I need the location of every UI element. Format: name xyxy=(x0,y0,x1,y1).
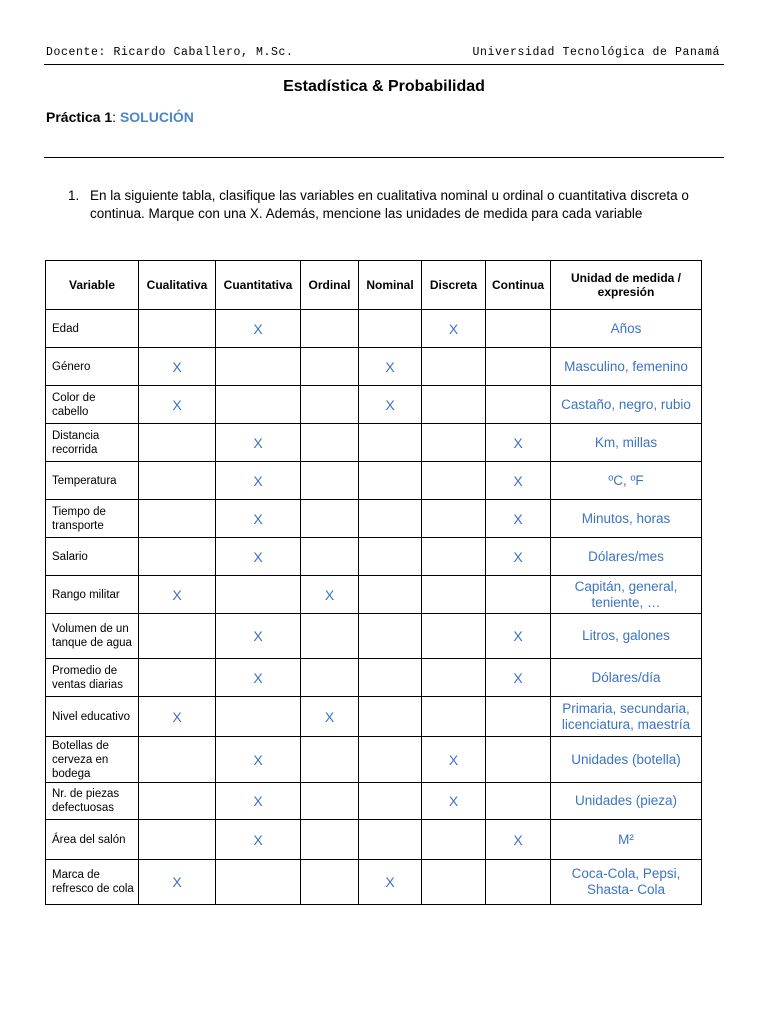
unit-cell: Km, millas xyxy=(551,424,702,462)
mark-cell xyxy=(301,614,359,659)
variable-cell: Edad xyxy=(46,310,139,348)
mark-cell xyxy=(486,576,551,614)
table-row xyxy=(46,820,702,860)
variable-cell: Nivel educativo xyxy=(46,697,139,737)
header-university: Universidad Tecnológica de Panamá xyxy=(472,46,720,59)
mark-cell xyxy=(359,737,422,783)
mark-cell xyxy=(422,386,486,424)
table-header-row xyxy=(46,261,702,310)
unit-cell: M² xyxy=(551,820,702,860)
column-header: Unidad de medida / expresión xyxy=(551,261,702,310)
mark-cell: X xyxy=(216,820,301,860)
variable-cell: Distancia recorrida xyxy=(46,424,139,462)
mark-cell xyxy=(422,697,486,737)
mark-cell xyxy=(486,386,551,424)
mark-cell xyxy=(301,737,359,783)
mark-cell xyxy=(422,538,486,576)
unit-cell: Litros, galones xyxy=(551,614,702,659)
variable-cell: Rango militar xyxy=(46,576,139,614)
unit-cell: Años xyxy=(551,310,702,348)
table-row xyxy=(46,538,702,576)
mark-cell xyxy=(422,614,486,659)
mark-cell: X xyxy=(359,386,422,424)
mark-cell xyxy=(301,310,359,348)
document-title: Estadística & Probabilidad xyxy=(283,78,485,95)
variable-cell: Promedio de ventas diarias xyxy=(46,659,139,697)
mark-cell: X xyxy=(422,783,486,820)
unit-cell: Castaño, negro, rubio xyxy=(551,386,702,424)
mark-cell xyxy=(486,737,551,783)
column-header: Nominal xyxy=(359,261,422,310)
practice-status: SOLUCIÓN xyxy=(119,109,194,125)
mark-cell: X xyxy=(216,783,301,820)
mark-cell xyxy=(359,310,422,348)
mark-cell xyxy=(301,783,359,820)
mark-cell xyxy=(301,424,359,462)
variable-cell: Marca de refresco de cola xyxy=(46,860,139,905)
variable-cell: Tiempo de transporte xyxy=(46,500,139,538)
practice-heading xyxy=(46,109,194,125)
mark-cell xyxy=(422,348,486,386)
table-row xyxy=(46,576,702,614)
mark-cell xyxy=(486,860,551,905)
mark-cell: X xyxy=(486,820,551,860)
table-row xyxy=(46,783,702,820)
mark-cell xyxy=(359,576,422,614)
mark-cell xyxy=(359,462,422,500)
mark-cell xyxy=(139,538,216,576)
variable-cell: Género xyxy=(46,348,139,386)
mark-cell: X xyxy=(486,462,551,500)
unit-cell: Capitán, general, teniente, … xyxy=(551,576,702,614)
table-row xyxy=(46,310,702,348)
mark-cell xyxy=(359,424,422,462)
table-row xyxy=(46,697,702,737)
mark-cell: X xyxy=(486,614,551,659)
mark-cell xyxy=(359,659,422,697)
mark-cell xyxy=(422,462,486,500)
mark-cell xyxy=(301,820,359,860)
mark-cell xyxy=(422,820,486,860)
mark-cell: X xyxy=(139,860,216,905)
mark-cell: X xyxy=(216,737,301,783)
mark-cell xyxy=(359,614,422,659)
section-divider xyxy=(44,157,724,158)
mark-cell: X xyxy=(216,614,301,659)
table-body xyxy=(46,310,702,905)
mark-cell xyxy=(216,860,301,905)
mark-cell: X xyxy=(486,538,551,576)
mark-cell: X xyxy=(486,659,551,697)
mark-cell xyxy=(139,424,216,462)
variable-cell: Nr. de piezas defectuosas xyxy=(46,783,139,820)
variable-cell: Color de cabello xyxy=(46,386,139,424)
mark-cell xyxy=(486,783,551,820)
mark-cell xyxy=(422,500,486,538)
mark-cell xyxy=(359,538,422,576)
header-instructor: Docente: Ricardo Caballero, M.Sc. xyxy=(46,46,294,59)
unit-cell: Dólares/mes xyxy=(551,538,702,576)
mark-cell: X xyxy=(216,424,301,462)
mark-cell: X xyxy=(139,348,216,386)
column-header: Variable xyxy=(46,261,139,310)
mark-cell xyxy=(139,614,216,659)
column-header: Discreta xyxy=(422,261,486,310)
unit-cell: Dólares/día xyxy=(551,659,702,697)
unit-cell: Minutos, horas xyxy=(551,500,702,538)
mark-cell xyxy=(139,820,216,860)
mark-cell: X xyxy=(359,860,422,905)
column-header: Cuantitativa xyxy=(216,261,301,310)
mark-cell xyxy=(216,386,301,424)
mark-cell xyxy=(422,424,486,462)
variable-cell: Salario xyxy=(46,538,139,576)
mark-cell xyxy=(216,348,301,386)
mark-cell xyxy=(139,737,216,783)
table-row xyxy=(46,500,702,538)
mark-cell xyxy=(422,860,486,905)
mark-cell xyxy=(301,659,359,697)
mark-cell: X xyxy=(216,500,301,538)
mark-cell: X xyxy=(216,462,301,500)
table-row xyxy=(46,860,702,905)
variable-cell: Temperatura xyxy=(46,462,139,500)
table-row xyxy=(46,462,702,500)
mark-cell xyxy=(139,310,216,348)
variables-table xyxy=(45,260,702,905)
mark-cell: X xyxy=(139,697,216,737)
mark-cell: X xyxy=(422,310,486,348)
document-header xyxy=(44,46,724,65)
unit-cell: Unidades (pieza) xyxy=(551,783,702,820)
mark-cell: X xyxy=(486,424,551,462)
mark-cell xyxy=(486,348,551,386)
column-header: Cualitativa xyxy=(139,261,216,310)
mark-cell xyxy=(359,697,422,737)
mark-cell xyxy=(301,538,359,576)
mark-cell xyxy=(301,462,359,500)
mark-cell: X xyxy=(216,310,301,348)
mark-cell: X xyxy=(216,659,301,697)
variable-cell: Botellas de cerveza en bodega xyxy=(46,737,139,783)
mark-cell xyxy=(139,462,216,500)
mark-cell xyxy=(301,348,359,386)
mark-cell xyxy=(486,310,551,348)
variable-cell: Área del salón xyxy=(46,820,139,860)
mark-cell xyxy=(359,500,422,538)
mark-cell: X xyxy=(139,386,216,424)
unit-cell: Masculino, femenino xyxy=(551,348,702,386)
column-header: Continua xyxy=(486,261,551,310)
instruction-text: En la siguiente tabla, clasifique las variables en cualitativa nominal u ordinal o cuantitativa discreta o continua. Marque con una X. Además, mencione las unidades de medida para cada variable xyxy=(90,188,689,221)
variable-cell: Volumen de un tanque de agua xyxy=(46,614,139,659)
mark-cell xyxy=(301,386,359,424)
mark-cell xyxy=(486,697,551,737)
practice-colon: : xyxy=(112,109,120,125)
mark-cell xyxy=(359,783,422,820)
mark-cell xyxy=(139,500,216,538)
mark-cell xyxy=(301,500,359,538)
mark-cell xyxy=(301,860,359,905)
unit-cell: Unidades (botella) xyxy=(551,737,702,783)
mark-cell: X xyxy=(359,348,422,386)
table-row xyxy=(46,737,702,783)
mark-cell xyxy=(216,697,301,737)
mark-cell xyxy=(422,576,486,614)
unit-cell: Primaria, secundaria, licenciatura, maestría xyxy=(551,697,702,737)
instruction-item xyxy=(68,187,718,223)
table-row xyxy=(46,386,702,424)
mark-cell xyxy=(359,820,422,860)
mark-cell xyxy=(139,783,216,820)
unit-cell: Coca-Cola, Pepsi, Shasta- Cola xyxy=(551,860,702,905)
mark-cell xyxy=(139,659,216,697)
table-row xyxy=(46,614,702,659)
unit-cell: ºC, ºF xyxy=(551,462,702,500)
practice-label: Práctica 1 xyxy=(46,109,113,125)
mark-cell: X xyxy=(486,500,551,538)
table-row xyxy=(46,348,702,386)
column-header: Ordinal xyxy=(301,261,359,310)
mark-cell: X xyxy=(422,737,486,783)
mark-cell: X xyxy=(139,576,216,614)
mark-cell xyxy=(422,659,486,697)
mark-cell: X xyxy=(301,576,359,614)
mark-cell xyxy=(216,576,301,614)
table-row xyxy=(46,424,702,462)
table-row xyxy=(46,659,702,697)
mark-cell: X xyxy=(301,697,359,737)
instruction-number: 1. xyxy=(68,188,80,203)
mark-cell: X xyxy=(216,538,301,576)
